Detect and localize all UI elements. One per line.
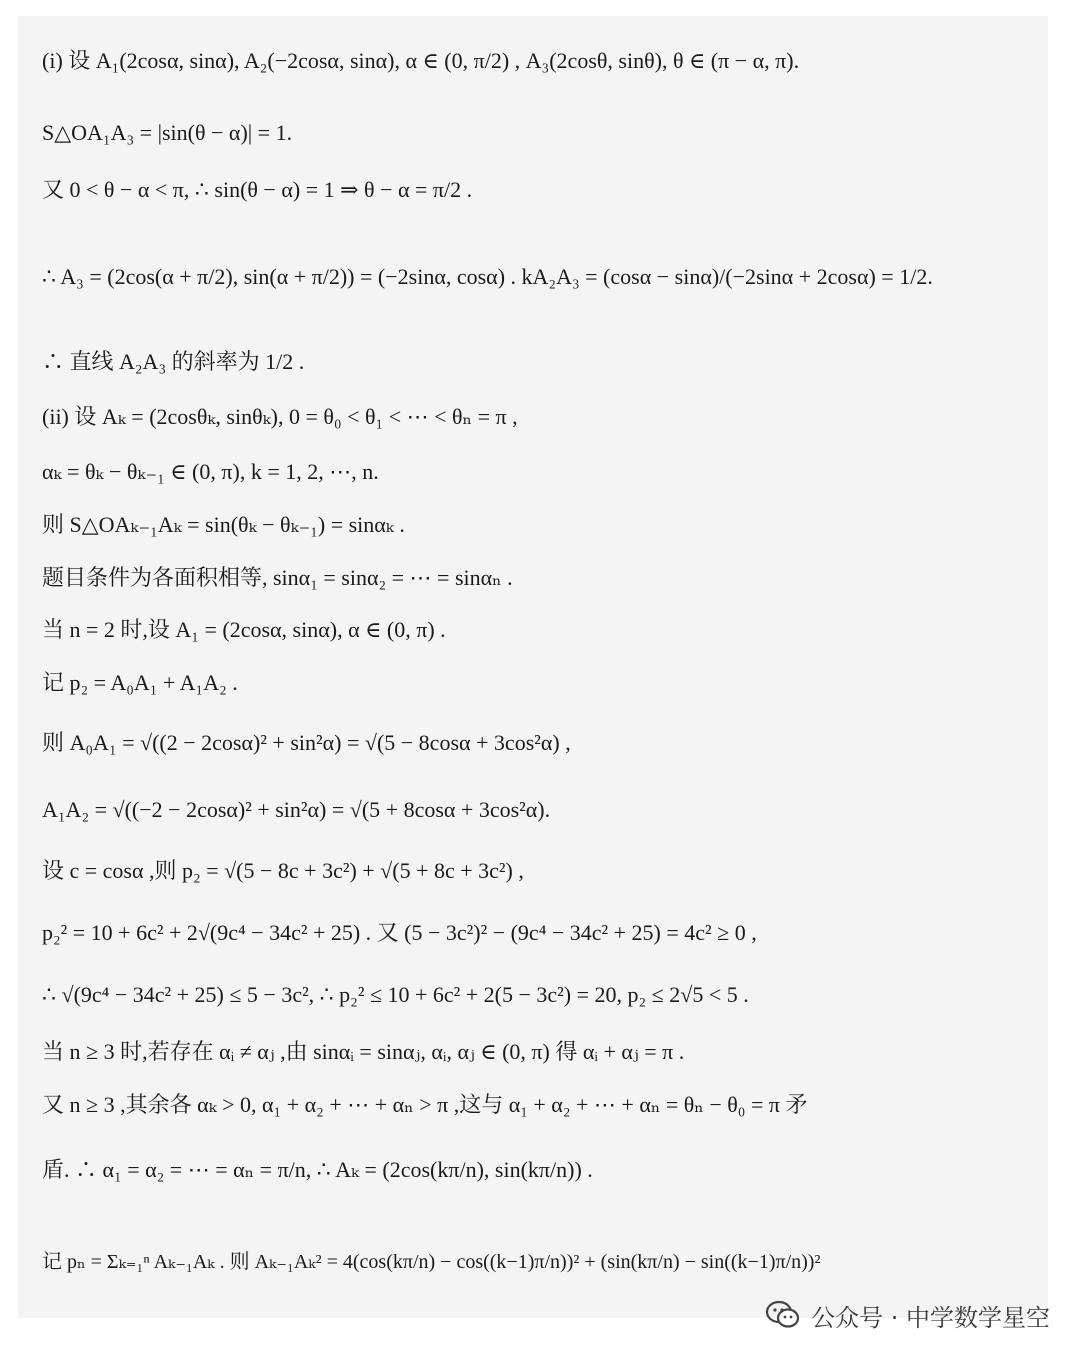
solution-line: 设 c = cosα ,则 p₂ = √(5 − 8c + 3c²) + √(5 + 8c + 3c²) , (42, 858, 524, 883)
solution-line: αₖ = θₖ − θₖ₋₁ ∈ (0, π), k = 1, 2, ⋯, n. (42, 459, 379, 484)
wechat-footer (765, 1297, 1050, 1333)
solution-line: p₂² = 10 + 6c² + 2√(9c⁴ − 34c² + 25) . 又 (5 − 3c²)² − (9c⁴ − 34c² + 25) = 4c² ≥ 0 , (42, 920, 757, 945)
solution-line: (i) 设 A₁(2cosα, sinα), A₂(−2cosα, sinα), α ∈ (0, π/2) , A₃(2cosθ, sinθ), θ ∈ (π − α, π). (42, 48, 800, 73)
solution-line: 题目条件为各面积相等, sinα₁ = sinα₂ = ⋯ = sinαₙ . (42, 565, 513, 590)
solution-line: A₁A₂ = √((−2 − 2cosα)² + sin²α) = √(5 + 8cosα + 3cos²α). (42, 797, 551, 822)
solution-line: ∴ 直线 A₂A₃ 的斜率为 1/2 . (42, 349, 305, 374)
solution-line: 盾. ∴ α₁ = α₂ = ⋯ = αₙ = π/n, ∴ Aₖ = (2cos(kπ/n), sin(kπ/n)) . (42, 1157, 593, 1182)
solution-page (18, 16, 1048, 1318)
solution-line: 当 n = 2 时,设 A₁ = (2cosα, sinα), α ∈ (0, π) . (42, 617, 446, 642)
solution-line: S△OA₁A₃ = |sin(θ − α)| = 1. (42, 120, 293, 145)
wechat-icon (765, 1300, 801, 1330)
footer-account-name: 公众号 · 中学数学星空 (811, 1303, 1050, 1332)
solution-line: 又 n ≥ 3 ,其余各 αₖ > 0, α₁ + α₂ + ⋯ + αₙ > π ,这与 α₁ + α₂ + ⋯ + αₙ = θₙ − θ₀ = π 矛 (42, 1092, 808, 1117)
solution-line: 则 A₀A₁ = √((2 − 2cosα)² + sin²α) = √(5 − 8cosα + 3cos²α) , (42, 730, 571, 755)
solution-line: 当 n ≥ 3 时,若存在 αᵢ ≠ αⱼ ,由 sinαᵢ = sinαⱼ, αᵢ, αⱼ ∈ (0, π) 得 αᵢ + αⱼ = π . (42, 1039, 685, 1064)
solution-line: 记 p₂ = A₀A₁ + A₁A₂ . (42, 670, 238, 695)
solution-line: ∴ √(9c⁴ − 34c² + 25) ≤ 5 − 3c², ∴ p₂² ≤ 10 + 6c² + 2(5 − 3c²) = 20, p₂ ≤ 2√5 < 5 . (42, 982, 749, 1007)
solution-line: (ii) 设 Aₖ = (2cosθₖ, sinθₖ), 0 = θ₀ < θ₁ < ⋯ < θₙ = π , (42, 404, 518, 429)
solution-line: 则 S△OAₖ₋₁Aₖ = sin(θₖ − θₖ₋₁) = sinαₖ . (42, 512, 405, 537)
solution-line: 记 pₙ = Σₖ₌₁ⁿ Aₖ₋₁Aₖ . 则 Aₖ₋₁Aₖ² = 4(cos(kπ/n) − cos((k−1)π/n))² + (sin(kπ/n) − sin((k−1)π/n))² (42, 1251, 821, 1273)
solution-line: ∴ A₃ = (2cos(α + π/2), sin(α + π/2)) = (−2sinα, cosα) . kA₂A₃ = (cosα − sinα)/(−2sinα + 2cosα) = 1/2. (42, 264, 933, 289)
solution-line: 又 0 < θ − α < π, ∴ sin(θ − α) = 1 ⇒ θ − α = π/2 . (42, 177, 473, 202)
